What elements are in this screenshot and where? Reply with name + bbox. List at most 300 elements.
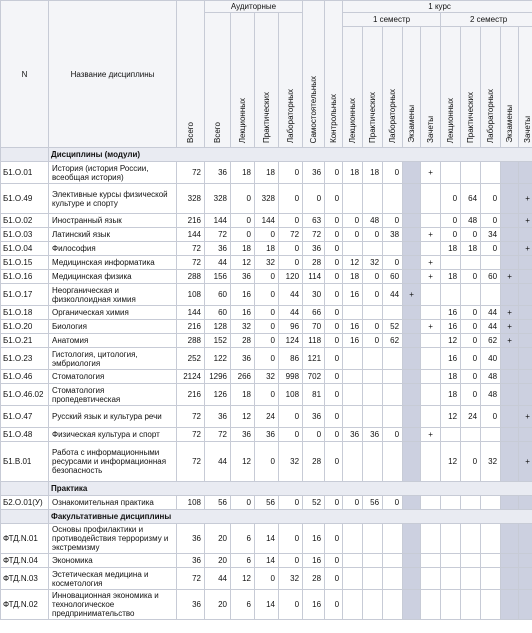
s1-cell: 62 bbox=[383, 334, 403, 348]
s1-cell bbox=[403, 524, 421, 554]
s2-cell: + bbox=[501, 306, 519, 320]
table-row bbox=[1, 496, 532, 510]
hours-total: 288 bbox=[177, 270, 205, 284]
s1-cell: 0 bbox=[343, 228, 363, 242]
s1-cell bbox=[403, 496, 421, 510]
s1-cell bbox=[363, 348, 383, 370]
s1-cell bbox=[383, 370, 403, 384]
hours-lec: 36 bbox=[231, 270, 255, 284]
col-independent-label: Самостоятельных bbox=[309, 75, 319, 143]
s1-cell bbox=[403, 406, 421, 428]
hours-total: 36 bbox=[177, 524, 205, 554]
s2-cell bbox=[481, 428, 501, 442]
section-title: Практика bbox=[49, 482, 532, 496]
hours-pr: 0 bbox=[255, 442, 279, 482]
s1-cell: 12 bbox=[343, 256, 363, 270]
hours-pr: 32 bbox=[255, 370, 279, 384]
s2-cell bbox=[461, 428, 481, 442]
sem1-credit-label: Зачеты bbox=[426, 116, 436, 143]
discipline-name: Работа с информационными ресурсами и информационная безопасность bbox=[49, 442, 177, 482]
s1-cell bbox=[403, 554, 421, 568]
s1-cell bbox=[383, 554, 403, 568]
discipline-name: Ознакомительная практика bbox=[49, 496, 177, 510]
s1-cell bbox=[421, 334, 441, 348]
table-row bbox=[1, 524, 532, 554]
col-lab-label: Лабораторных bbox=[286, 88, 296, 143]
hours-total: 216 bbox=[177, 320, 205, 334]
s1-cell bbox=[363, 524, 383, 554]
s1-cell bbox=[421, 406, 441, 428]
s2-cell bbox=[519, 348, 532, 370]
hours-pr: 0 bbox=[255, 384, 279, 406]
s2-cell bbox=[519, 162, 532, 184]
discipline-code: Б1.О.46.02 bbox=[1, 384, 49, 406]
s2-cell bbox=[461, 284, 481, 306]
s1-cell: + bbox=[421, 320, 441, 334]
s2-cell: 0 bbox=[461, 442, 481, 482]
s1-cell: 0 bbox=[363, 270, 383, 284]
s2-cell: 64 bbox=[461, 184, 481, 214]
s2-cell bbox=[519, 524, 532, 554]
hours-ctrl: 0 bbox=[325, 242, 343, 256]
discipline-code: Б1.О.47 bbox=[1, 406, 49, 428]
hours-aud: 128 bbox=[205, 320, 231, 334]
s1-cell bbox=[343, 554, 363, 568]
s2-cell bbox=[519, 284, 532, 306]
s2-cell: 0 bbox=[461, 370, 481, 384]
table-row bbox=[1, 334, 532, 348]
s2-cell bbox=[481, 554, 501, 568]
table-row bbox=[1, 320, 532, 334]
s1-cell bbox=[403, 242, 421, 256]
s1-cell bbox=[343, 384, 363, 406]
hours-pr: 18 bbox=[255, 162, 279, 184]
hours-lec: 28 bbox=[231, 334, 255, 348]
s2-cell bbox=[461, 568, 481, 590]
s1-cell bbox=[421, 442, 441, 482]
discipline-code: Б2.О.01(У) bbox=[1, 496, 49, 510]
hours-lec: 12 bbox=[231, 568, 255, 590]
hours-lec: 6 bbox=[231, 590, 255, 620]
hours-total: 72 bbox=[177, 406, 205, 428]
discipline-code: Б1.О.21 bbox=[1, 334, 49, 348]
hours-lab: 0 bbox=[279, 554, 303, 568]
s2-cell bbox=[501, 496, 519, 510]
hours-total: 328 bbox=[177, 184, 205, 214]
hours-lab: 0 bbox=[279, 184, 303, 214]
hours-ctrl: 0 bbox=[325, 370, 343, 384]
s1-cell bbox=[403, 320, 421, 334]
s2-cell: 0 bbox=[481, 214, 501, 228]
table-row bbox=[1, 256, 532, 270]
s1-cell: 0 bbox=[343, 496, 363, 510]
hours-total: 108 bbox=[177, 496, 205, 510]
s1-cell bbox=[403, 270, 421, 284]
hours-ctrl: 0 bbox=[325, 442, 343, 482]
s1-cell bbox=[343, 524, 363, 554]
s2-cell bbox=[519, 370, 532, 384]
hours-lec: 0 bbox=[231, 214, 255, 228]
s1-cell bbox=[383, 384, 403, 406]
hours-ind: 52 bbox=[303, 496, 325, 510]
sem1-lab-header bbox=[383, 27, 403, 148]
sem1-header: 1 семестр bbox=[343, 13, 441, 27]
s1-cell bbox=[421, 242, 441, 256]
s2-cell: 62 bbox=[481, 334, 501, 348]
s1-cell bbox=[421, 554, 441, 568]
s1-cell: 60 bbox=[383, 270, 403, 284]
hours-lab: 0 bbox=[279, 590, 303, 620]
table-row bbox=[1, 442, 532, 482]
hours-lab: 0 bbox=[279, 162, 303, 184]
s2-cell: 0 bbox=[461, 334, 481, 348]
s2-cell bbox=[519, 320, 532, 334]
s1-cell: 16 bbox=[343, 284, 363, 306]
discipline-code: ФТД.N.04 bbox=[1, 554, 49, 568]
hours-aud: 56 bbox=[205, 496, 231, 510]
s1-cell: 16 bbox=[343, 334, 363, 348]
hours-ctrl: 0 bbox=[325, 184, 343, 214]
sem1-lect-header bbox=[343, 27, 363, 148]
s2-cell: 18 bbox=[441, 370, 461, 384]
s2-cell: + bbox=[519, 242, 532, 256]
s1-cell bbox=[421, 496, 441, 510]
s2-cell bbox=[481, 590, 501, 620]
hours-lec: 36 bbox=[231, 348, 255, 370]
hours-pr: 14 bbox=[255, 524, 279, 554]
hours-aud: 126 bbox=[205, 384, 231, 406]
hours-aud: 60 bbox=[205, 306, 231, 320]
hours-ctrl: 0 bbox=[325, 496, 343, 510]
sem2-lab-header bbox=[481, 27, 501, 148]
hours-ind: 702 bbox=[303, 370, 325, 384]
section-row bbox=[1, 510, 532, 524]
hours-lec: 12 bbox=[231, 442, 255, 482]
hours-ind: 30 bbox=[303, 284, 325, 306]
table-row bbox=[1, 428, 532, 442]
hours-ind: 72 bbox=[303, 228, 325, 242]
hours-lab: 0 bbox=[279, 524, 303, 554]
s2-cell: 12 bbox=[441, 406, 461, 428]
hours-pr: 0 bbox=[255, 568, 279, 590]
col-aud-total-label: Всего bbox=[213, 122, 222, 143]
col-total-label: Всего bbox=[186, 122, 195, 143]
hours-ctrl: 0 bbox=[325, 406, 343, 428]
hours-aud: 44 bbox=[205, 256, 231, 270]
hours-aud: 36 bbox=[205, 242, 231, 256]
s2-cell: + bbox=[519, 406, 532, 428]
discipline-code: Б1.О.17 bbox=[1, 284, 49, 306]
s2-cell bbox=[519, 590, 532, 620]
hours-lab: 0 bbox=[279, 214, 303, 228]
s1-cell bbox=[421, 524, 441, 554]
sem1-lab-label: Лабораторных bbox=[388, 88, 398, 143]
s1-cell: 36 bbox=[343, 428, 363, 442]
s2-cell: 12 bbox=[441, 442, 461, 482]
s1-cell bbox=[343, 242, 363, 256]
hours-aud: 1296 bbox=[205, 370, 231, 384]
s2-cell bbox=[441, 256, 461, 270]
s1-cell: 32 bbox=[363, 256, 383, 270]
discipline-name: Элективные курсы физической культуре и спорту bbox=[49, 184, 177, 214]
discipline-code: Б1.О.02 bbox=[1, 214, 49, 228]
s1-cell: 0 bbox=[363, 228, 383, 242]
col-practical-label: Практических bbox=[262, 92, 271, 143]
hours-ind: 28 bbox=[303, 442, 325, 482]
discipline-code: ФТД.N.01 bbox=[1, 524, 49, 554]
discipline-name: Основы профилактики и противодействия терроризму и экстремизму bbox=[49, 524, 177, 554]
s2-cell bbox=[441, 554, 461, 568]
hours-ctrl: 0 bbox=[325, 554, 343, 568]
s2-cell bbox=[441, 568, 461, 590]
s1-cell: + bbox=[421, 256, 441, 270]
s1-cell bbox=[421, 306, 441, 320]
hours-aud: 20 bbox=[205, 554, 231, 568]
s1-cell: 48 bbox=[363, 214, 383, 228]
s2-cell: 0 bbox=[481, 406, 501, 428]
s1-cell: 0 bbox=[363, 284, 383, 306]
sem2-exam-header bbox=[501, 27, 519, 148]
s1-cell bbox=[383, 590, 403, 620]
s2-cell bbox=[501, 554, 519, 568]
s2-cell bbox=[519, 496, 532, 510]
s1-cell bbox=[403, 162, 421, 184]
discipline-name: Инновационная экономика и технологическое предпринимательство bbox=[49, 590, 177, 620]
hours-pr: 32 bbox=[255, 256, 279, 270]
sem2-header: 2 семестр bbox=[441, 13, 532, 27]
s2-cell bbox=[461, 162, 481, 184]
s2-cell: + bbox=[519, 184, 532, 214]
discipline-name: Медицинская физика bbox=[49, 270, 177, 284]
s2-cell: 0 bbox=[461, 348, 481, 370]
sem1-exam-header bbox=[403, 27, 421, 148]
s2-cell: 48 bbox=[461, 214, 481, 228]
s2-cell: 18 bbox=[461, 242, 481, 256]
discipline-name: Стоматология bbox=[49, 370, 177, 384]
hours-ctrl: 0 bbox=[325, 162, 343, 184]
hours-ctrl: 0 bbox=[325, 334, 343, 348]
col-independent-header bbox=[303, 1, 325, 148]
s1-cell bbox=[421, 348, 441, 370]
hours-pr: 0 bbox=[255, 228, 279, 242]
s1-cell bbox=[383, 524, 403, 554]
s1-cell bbox=[363, 568, 383, 590]
sem2-lect-label: Лекционных bbox=[446, 97, 456, 143]
discipline-code: Б1.О.46 bbox=[1, 370, 49, 384]
s1-cell bbox=[363, 384, 383, 406]
s2-cell bbox=[519, 306, 532, 320]
table-row bbox=[1, 384, 532, 406]
hours-lec: 0 bbox=[231, 496, 255, 510]
s1-cell bbox=[403, 442, 421, 482]
hours-aud: 20 bbox=[205, 524, 231, 554]
course-header: 1 курс bbox=[343, 1, 532, 13]
s2-cell bbox=[461, 524, 481, 554]
hours-pr: 0 bbox=[255, 270, 279, 284]
hours-ind: 81 bbox=[303, 384, 325, 406]
hours-ind: 0 bbox=[303, 428, 325, 442]
s2-cell bbox=[461, 256, 481, 270]
s1-cell bbox=[383, 306, 403, 320]
col-lab-header bbox=[279, 13, 303, 148]
s1-cell: + bbox=[403, 284, 421, 306]
hours-pr: 18 bbox=[255, 242, 279, 256]
hours-aud: 44 bbox=[205, 442, 231, 482]
s2-cell bbox=[441, 284, 461, 306]
s1-cell bbox=[403, 256, 421, 270]
section-title: Факультативные дисциплины bbox=[49, 510, 532, 524]
s1-cell bbox=[403, 590, 421, 620]
hours-lec: 0 bbox=[231, 228, 255, 242]
s2-cell bbox=[441, 590, 461, 620]
s2-cell bbox=[461, 590, 481, 620]
s2-cell: 0 bbox=[461, 228, 481, 242]
sem1-lect-label: Лекционных bbox=[348, 97, 358, 143]
hours-ctrl: 0 bbox=[325, 590, 343, 620]
s2-cell bbox=[461, 496, 481, 510]
discipline-code: Б1.О.16 bbox=[1, 270, 49, 284]
s2-cell bbox=[519, 384, 532, 406]
hours-ind: 36 bbox=[303, 162, 325, 184]
hours-lec: 18 bbox=[231, 242, 255, 256]
sem2-exam-label: Экзамены bbox=[505, 105, 515, 143]
s2-cell: 40 bbox=[481, 348, 501, 370]
hours-lab: 998 bbox=[279, 370, 303, 384]
hours-pr: 56 bbox=[255, 496, 279, 510]
s1-cell bbox=[383, 242, 403, 256]
s1-cell: 38 bbox=[383, 228, 403, 242]
hours-ind: 118 bbox=[303, 334, 325, 348]
s1-cell bbox=[383, 568, 403, 590]
hours-lec: 18 bbox=[231, 162, 255, 184]
s1-cell: 0 bbox=[363, 320, 383, 334]
hours-total: 288 bbox=[177, 334, 205, 348]
discipline-name: Органическая химия bbox=[49, 306, 177, 320]
hours-lec: 6 bbox=[231, 524, 255, 554]
section-title: Дисциплины (модули) bbox=[49, 148, 532, 162]
s2-cell: 48 bbox=[481, 370, 501, 384]
hours-total: 252 bbox=[177, 348, 205, 370]
hours-lab: 108 bbox=[279, 384, 303, 406]
table-body bbox=[1, 148, 532, 620]
hours-aud: 36 bbox=[205, 406, 231, 428]
hours-lec: 12 bbox=[231, 406, 255, 428]
hours-lab: 124 bbox=[279, 334, 303, 348]
s2-cell bbox=[441, 162, 461, 184]
discipline-name: Экономика bbox=[49, 554, 177, 568]
hours-lec: 6 bbox=[231, 554, 255, 568]
hours-ind: 16 bbox=[303, 554, 325, 568]
hours-pr: 36 bbox=[255, 428, 279, 442]
s1-cell bbox=[343, 370, 363, 384]
table-row bbox=[1, 184, 532, 214]
s1-cell bbox=[403, 184, 421, 214]
sem1-pract-label: Практических bbox=[368, 92, 378, 143]
s1-cell bbox=[421, 384, 441, 406]
col-lectures-header bbox=[231, 13, 255, 148]
s1-cell bbox=[343, 406, 363, 428]
hours-lab: 86 bbox=[279, 348, 303, 370]
s1-cell: 36 bbox=[363, 428, 383, 442]
hours-lab: 0 bbox=[279, 256, 303, 270]
s1-cell: 0 bbox=[363, 334, 383, 348]
s1-cell: 0 bbox=[383, 428, 403, 442]
s1-cell bbox=[383, 348, 403, 370]
s2-cell bbox=[519, 334, 532, 348]
s1-cell bbox=[363, 242, 383, 256]
discipline-code: Б1.О.03 bbox=[1, 228, 49, 242]
s1-cell bbox=[403, 370, 421, 384]
s1-cell bbox=[403, 568, 421, 590]
discipline-name: Медицинская информатика bbox=[49, 256, 177, 270]
hours-pr: 0 bbox=[255, 284, 279, 306]
hours-pr: 0 bbox=[255, 320, 279, 334]
col-control-header bbox=[325, 1, 343, 148]
hours-lab: 96 bbox=[279, 320, 303, 334]
s2-cell bbox=[481, 256, 501, 270]
s2-cell: 32 bbox=[481, 442, 501, 482]
s1-cell bbox=[403, 214, 421, 228]
s2-cell bbox=[501, 284, 519, 306]
s1-cell bbox=[343, 590, 363, 620]
hours-ind: 114 bbox=[303, 270, 325, 284]
s2-cell: 44 bbox=[481, 320, 501, 334]
discipline-name: Иностранный язык bbox=[49, 214, 177, 228]
discipline-code: Б1.О.48 bbox=[1, 428, 49, 442]
discipline-code: Б1.О.18 bbox=[1, 306, 49, 320]
table-row bbox=[1, 162, 532, 184]
col-lectures-label: Лекционных bbox=[238, 97, 247, 143]
s2-cell bbox=[481, 568, 501, 590]
hours-pr: 24 bbox=[255, 406, 279, 428]
s2-cell: 18 bbox=[441, 242, 461, 256]
hours-lab: 32 bbox=[279, 442, 303, 482]
table-row bbox=[1, 270, 532, 284]
s1-cell bbox=[363, 370, 383, 384]
hours-total: 2124 bbox=[177, 370, 205, 384]
s2-cell bbox=[519, 228, 532, 242]
s2-cell: 12 bbox=[441, 334, 461, 348]
hours-total: 36 bbox=[177, 590, 205, 620]
table-row bbox=[1, 214, 532, 228]
s1-cell: + bbox=[421, 270, 441, 284]
s1-cell: 16 bbox=[343, 320, 363, 334]
hours-lab: 0 bbox=[279, 428, 303, 442]
discipline-code: Б1.О.23 bbox=[1, 348, 49, 370]
s2-cell bbox=[441, 428, 461, 442]
hours-ind: 121 bbox=[303, 348, 325, 370]
hours-ctrl: 0 bbox=[325, 256, 343, 270]
hours-pr: 14 bbox=[255, 590, 279, 620]
hours-total: 72 bbox=[177, 442, 205, 482]
s1-cell bbox=[363, 406, 383, 428]
section-spacer bbox=[1, 148, 49, 162]
hours-total: 72 bbox=[177, 256, 205, 270]
s1-cell: 0 bbox=[383, 162, 403, 184]
hours-ctrl: 0 bbox=[325, 214, 343, 228]
hours-ind: 70 bbox=[303, 320, 325, 334]
col-total-header bbox=[177, 1, 205, 148]
s2-cell bbox=[519, 554, 532, 568]
s2-cell: 18 bbox=[441, 270, 461, 284]
auditory-header: Аудиторные bbox=[205, 1, 303, 13]
s1-cell: 0 bbox=[343, 214, 363, 228]
s2-cell bbox=[501, 370, 519, 384]
s1-cell bbox=[403, 334, 421, 348]
discipline-name: История (история России, всеобщая история) bbox=[49, 162, 177, 184]
s1-cell: 18 bbox=[343, 270, 363, 284]
s1-cell bbox=[343, 348, 363, 370]
